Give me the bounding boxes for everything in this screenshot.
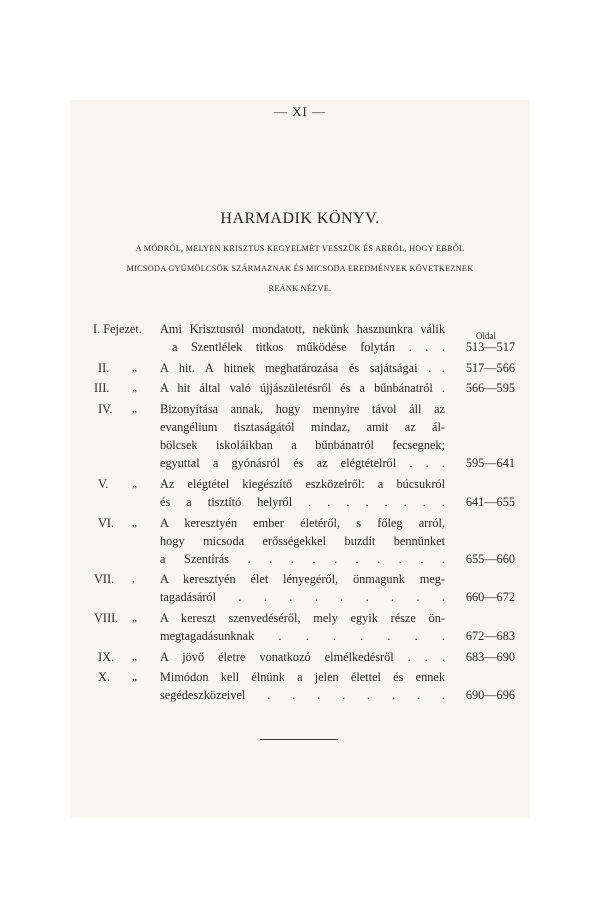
page-range: 683—690 bbox=[465, 649, 515, 664]
subtitle-line: A MÓDRÓL, MELYEN KRISZTUS KEGYELMÉT VESSZÜK ÉS ARRÓL, HOGY EBBŐL bbox=[135, 244, 465, 253]
chapter-title-line: egyuttal a gyónásról és az elégtételről . . . bbox=[160, 456, 445, 471]
ditto-mark: „ bbox=[132, 382, 137, 395]
end-rule bbox=[260, 739, 338, 740]
chapter-title-line: A kereszt szenvedéséről, mely egyik része ön- bbox=[160, 610, 445, 625]
chapter-number: IV. bbox=[98, 402, 113, 417]
book-title: HARMADIK KÖNYV. bbox=[220, 210, 380, 227]
page-range: 690—696 bbox=[465, 688, 515, 703]
chapter-title-line: bölcsek iskoláikban a bűnbánatról fecsegnek; bbox=[160, 438, 445, 453]
chapter-number: I. Fejezet. bbox=[93, 322, 142, 336]
chapter-title-line: hogy micsoda erősségekkel buzdít bennünket bbox=[160, 533, 445, 548]
chapter-number: X. bbox=[98, 670, 110, 685]
chapter-title-line: evangélium tisztaságától mindaz, amit az ál- bbox=[160, 420, 445, 435]
ditto-mark: „ bbox=[132, 477, 137, 490]
page-range: 517—566 bbox=[465, 360, 515, 375]
ditto-mark: „ bbox=[132, 671, 137, 684]
chapter-title-line: megtagadásunknak . . . . . . . bbox=[160, 628, 445, 643]
chapter-title-line: és a tisztító helyről . . . . . . . . bbox=[160, 494, 445, 509]
ditto-mark: „ bbox=[132, 650, 137, 663]
chapter-number: IX. bbox=[98, 649, 115, 664]
ditto-mark: „ bbox=[132, 516, 137, 529]
page-range: 655—660 bbox=[465, 551, 515, 566]
chapter-title-line: a Szentírás . . . . . . . . . . bbox=[160, 551, 445, 566]
chapter-title-line: A keresztyén élet lényegéről, önmagunk meg- bbox=[160, 572, 445, 587]
chapter-number: VII. bbox=[94, 572, 115, 587]
chapter-title-line: Bizonyítása annak, hogy mennyire távol áll az bbox=[160, 402, 445, 417]
chapter-title-line: Mimódon kell élnünk a jelen élettel és ennek bbox=[160, 670, 445, 685]
subtitle-line: MICSODA GYÜMÖLCSÖK SZÁRMAZNAK ÉS MICSODA EREDMÉNYEK KÖVETKEZNEK bbox=[126, 264, 474, 273]
chapter-title-line: tagadásáról . . . . . . . . . bbox=[160, 590, 445, 605]
chapter-number: III. bbox=[94, 381, 110, 396]
page-range: 641—655 bbox=[465, 494, 515, 509]
ditto-mark: „ bbox=[132, 361, 137, 374]
page-range: 513—517 bbox=[465, 340, 515, 354]
page-range: 660—672 bbox=[465, 590, 515, 605]
chapter-title-line: Az elégtétel kiegészítő eszközeiről: a búcsukról bbox=[160, 476, 445, 491]
chapter-title-line: Ami Krisztusról mondatott, nekünk hasznunkra válik bbox=[160, 322, 445, 336]
page-number: — XI — bbox=[273, 104, 327, 119]
chapter-title-line: segédeszközeivel . . . . . . . . bbox=[160, 688, 445, 703]
chapter-title-line: A hit. A hitnek meghatározása és sajátságai . . bbox=[160, 360, 445, 375]
ditto-mark: „ bbox=[132, 611, 137, 624]
page-range: 672—683 bbox=[465, 628, 515, 643]
chapter-title-line: A keresztyén ember életéről, s főleg arról, bbox=[160, 515, 445, 530]
chapter-title-line: a Szentlélek titkos működése folytán . . . bbox=[172, 340, 445, 354]
chapter-number: VIII. bbox=[94, 610, 119, 625]
chapter-number: V. bbox=[98, 476, 109, 491]
chapter-number: II. bbox=[98, 360, 110, 375]
subtitle-line: REÁNK NÉZVE. bbox=[268, 284, 332, 293]
page-range: 595—641 bbox=[465, 456, 515, 471]
chapter-number: VI. bbox=[98, 515, 115, 530]
chapter-title-line: A hit által való újjászületésről és a bűnbánatról . bbox=[160, 381, 445, 396]
ditto-mark: „ bbox=[132, 403, 137, 416]
chapter-title-line: A jövő életre vonatkozó elmélkedésről . . . bbox=[160, 649, 445, 664]
page-range: 566—595 bbox=[465, 381, 515, 396]
page-column-header: Oldal bbox=[476, 331, 496, 341]
ditto-mark: , bbox=[132, 573, 135, 586]
